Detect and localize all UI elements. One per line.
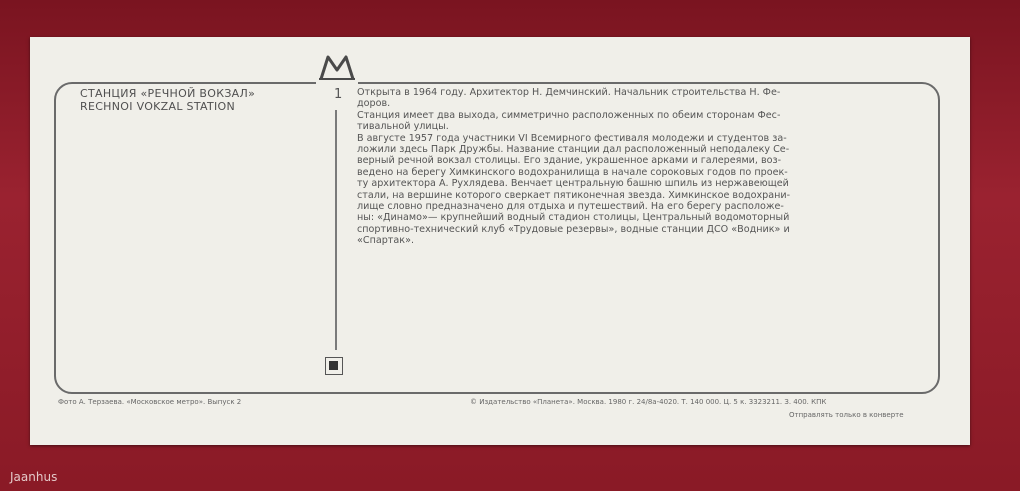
text-line: ведено на берегу Химкинского водохранилища в начале сороковых годов по проек- xyxy=(357,166,788,178)
vertical-divider xyxy=(335,110,337,350)
station-title-ru: СТАНЦИЯ «РЕЧНОЙ ВОКЗАЛ» xyxy=(80,87,256,100)
text-line: стали, на вершине которого сверкает пятиконечная звезда. Химкинское водохрани- xyxy=(357,189,791,201)
publisher-credit: © Издательство «Планета». Москва. 1980 г. 24/8а-4020. Т. 140 000. Ц. 5 к. 3323211. З. 400. КПК xyxy=(470,398,827,406)
text-line: ту архитектора А. Рухлядева. Венчает центральную башню шпиль из нержавеющей xyxy=(357,178,789,190)
text-line: лище словно предназначено для отдыха и путешествий. На его берегу расположе- xyxy=(357,201,784,213)
text-line: Станция имеет два выхода, симметрично расположенных по обеим сторонам Фес- xyxy=(357,109,781,121)
text-line: Открыта в 1964 году. Архитектор Н. Демчинский. Начальник строительства Н. Фе- xyxy=(357,87,781,98)
text-line: верный речной вокзал столицы. Его здание, украшенное арками и галереями, воз- xyxy=(357,155,782,167)
text-line: доров. xyxy=(357,98,391,110)
text-line: тивальной улицы. xyxy=(357,121,449,133)
text-line: В августе 1957 года участники VI Всемирного фестиваля молодежи и студентов за- xyxy=(357,132,787,144)
text-line: ны: «Динамо»— крупнейший водный стадион столицы, Центральный водомоторный xyxy=(357,212,790,224)
station-title-en: RECHNOI VOKZAL STATION xyxy=(80,100,236,113)
station-title xyxy=(80,87,255,113)
text-line: «Спартак». xyxy=(357,235,414,247)
text-line: спортивно-технический клуб «Трудовые резервы», водные станции ДСО «Водник» и xyxy=(357,223,790,235)
mail-note: Отправлять только в конверте xyxy=(789,411,904,419)
text-line: ложили здесь Парк Дружбы. Название станции дал расположенный неподалеку Се- xyxy=(357,144,790,156)
card-number: 1 xyxy=(334,87,343,102)
photo-credit: Фото А. Терзаева. «Московское метро». Выпуск 2 xyxy=(58,398,242,406)
description-text xyxy=(357,87,917,247)
square-emblem-icon xyxy=(325,357,343,375)
metro-m-logo-icon xyxy=(319,52,355,82)
watermark: Jaanhus xyxy=(10,470,58,484)
